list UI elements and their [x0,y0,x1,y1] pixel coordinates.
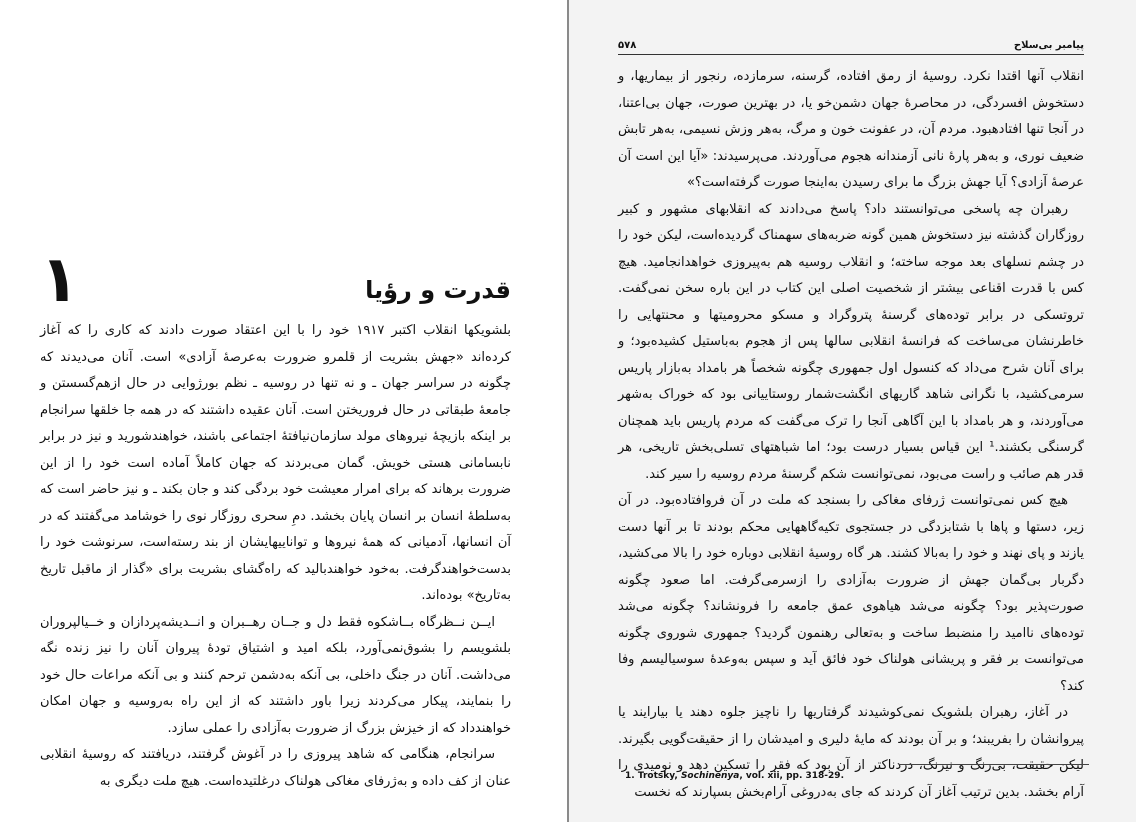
paragraph: در آغاز، رهبران بلشویک نمی‌کوشیدند گرفتاریها را ناچیز جلوه دهند یا بیارایند یا پیروانشان را بفریبند؛ و بر آن بودند که مایهٔ دلیری و امیدشان را از حقیقت‌گویی بگیرند. لیکن حقیقت، بی‌رنگ و نیرنگ، دردناکتر از آن بود که فقر را تسکین دهد و نومیدی را آرام بخشد. بدین ترتیب آغاز آن کردند که جای به‌دروغی آرام‌بخش بسپارند که نخست [618,705,1084,800]
paragraph: ایــن نــظرگاه بــاشکوه فقط دل و جــان رهــبران و انــدیشه‌پردازان و خــیالپروران بلشویسم را بشوق‌نمی‌آورد، بلکه امید و اشتیاق تودهٔ پیروان آنان را نیز زنده نگه می‌داشت. آنان در جنگ داخلی، بی آنکه به‌دشمن ترحم کنند و بی آنکه مراعات حال خود را بنمایند، پیکار می‌کردند زیرا باور داشتند که از این راه به‌روسیه و جهان امکان خواهندداد که از خیزش بزرگ از ضرورت به‌آزادی را عملی سازد. [40,614,511,736]
footnote [625,771,844,781]
chapter-title: قدرت و رؤیا [365,276,511,304]
paragraph: انقلاب آنها اقتدا نکرد. روسیهٔ از رمق افتاده، گرسنه، سرمازده، رنجور از بیماریها، و دستخوش افسردگی، در محاصرهٔ جهان دشمن‌خو یا، در بهترین صورت، جهان بی‌اعتنا، در آنجا تنها افتادهبود. مردم آن، در عفونت خون و مرگ، به‌هر وزش نسیمی، به‌هر تابش ضعیف نوری، و به‌هر پارهٔ نانی آزمندانه هجوم می‌آوردند. می‌پرسیدند: «آیا این است آن عرصهٔ آزادی؟ آیا جهش بزرگ ما برای رسیدن به‌اینجا صورت گرفته‌است؟» [618,69,1084,190]
paragraph: رهبران چه پاسخی می‌توانستند داد؟ پاسخ می‌دادند که انقلابهای مشهور و کبیر روزگاران گذشته نیز دستخوش همین گونه ضربه‌های سهمناک گردیده‌است، لیکن خود را در چشم نسلهای بعد موجه ساخته؛ و انقلاب روسیه هم به‌پیروزی خواهدانجامید. هیچ کس با قدرت اقناعی بیشتر از شخصیت اصلی این کتاب در این باره سخن نمی‌گفت. تروتسکی در برابر توده‌های گرسنهٔ پتروگراد و مسکو محرومیتها و محنتهایی را خاطرنشان می‌ساخت که فرانسهٔ انقلابی سالها پس از هجوم به‌باستیل کشیده‌بود؛ و برای آنان شرح می‌داد که کنسول اول جمهوری چگونه شخصاً هر بامداد به‌بازار پاریس سرمی‌کشید، با نگرانی شاهد گاریهای انگشت‌شمار روستاییانی بود که خوراک به‌شهر می‌آوردند، و هر بامداد با این آگاهی آنجا را ترک می‌گفت که مردم پاریس باید همچنان گرسنگی بکشند.¹ این قیاس بسیار درست بود؛ اما شباهتهای تسلی‌بخش تاریخی، هر قدر هم صائب و راست می‌بود، نمی‌توانست شکم گرسنهٔ مردم روسیه را سیر کند. [618,201,1084,482]
running-header [618,40,1084,55]
header-title: پیامبر بی‌سلاح [1013,40,1084,51]
footnote-label: 1. Trotsky, [625,771,681,781]
footnote-work: Sochinenya [680,771,740,781]
paragraph: بلشویکها انقلاب اکتبر ۱۹۱۷ خود را با این اعتقاد صورت دادند که کاری را که آغاز کرده‌اند «جهش بشریت از قلمرو ضرورت به‌عرصهٔ آزادی» است. آنان می‌دیدند که چگونه در سراسر جهان ـ و نه تنها در روسیه ـ نظم بورژوایی در حال ازهم‌گسستن و جامعهٔ طبقاتی در حال فروریختن است. آنان عقیده داشتند که در همه جا خلقها سرانجام بر اینکه بازیچهٔ نیروهای مولد سازمان‌نیافتهٔ اجتماعی باشند، خواهندشورید و نیز در برابر نابسامانی هستی خویش. گمان می‌بردند که جهان کاملاً آماده است خود را از این ضرورت برهاند که برای امرار معیشت خود بردگی کند و جان بکند ـ و نیز حاضر است که به‌سلطهٔ انسان بر انسان پایان بخشد. دمِ سحری روزگار نوی را خوشامد می‌گفتند که در آن انسانها، آدمیانی که همهٔ نیروها و تواناییهایشان از بند رسته‌است، سرنوشت خود را بدست‌خواهندگرفت. به‌خود خواهندبالید که راه‌گشای بشریت برای «گذار از ماقبل تاریخ به‌تاریخ» بوده‌اند. [40,323,511,603]
footnote-citation: , vol. xii, pp. 318-29. [739,771,844,781]
right-body-text [618,64,1084,806]
paragraph: هیچ کس نمی‌توانست ژرفای مغاکی را بسنجد که ملت در آن فروافتاده‌بود. در آن زیر، دستها و پاها با شتابزدگی در جستجوی تکیه‌گاههایی محکم بودند تا بر آنها دست یازند و پای نهند و خود را به‌بالا کشند. هر گاه روسیهٔ انقلابی دوباره خود را بالا می‌کشید، دگربار بی‌گمان جهش از ضرورت به‌آزادی را ازسرمی‌گرفت. اما صعود چگونه صورت‌پذیر بود؟ چگونه می‌شد هیاهوی عمق جامعه را فرونشاند؟ چگونه می‌شد توده‌های ناامید را منضبط ساخت و به‌تعالی رهنمون گردید؟ جمهوری شوروی چگونه می‌توانست بر فقر و پریشانی هولناک خود فائق آید و سپس به‌وعدهٔ سوسیالیسم وفا کند؟ [618,493,1084,694]
footnote-divider [899,764,1089,765]
page-number: ۵۷۸ [618,40,637,51]
chapter-number: ۱ [40,243,80,317]
paragraph: سرانجام، هنگامی که شاهد پیروزی را در آغوش گرفتند، دریافتند که روسیهٔ انقلابی عنان از کف داده و به‌ژرفای مغاکی هولناک درغلتیده‌است. هیچ ملت دیگری به [40,747,511,789]
left-body-text [40,318,511,795]
right-page [569,0,1136,822]
left-page [0,0,567,822]
